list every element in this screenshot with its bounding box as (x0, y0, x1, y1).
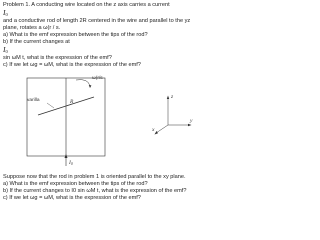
axis-y-label: y (190, 118, 193, 124)
problem2-part-c: c) If we let ωg = ωM, what is the expression of the emf? (3, 195, 141, 201)
current-symbol: $I_0$ (3, 8, 8, 17)
problem1-part-a: a) What is the emf expression between the tips of the rod? (3, 32, 148, 38)
problem2-part-b: b) If the current changes to I0 sin ωM t, what is the expression of the emf? (3, 188, 187, 194)
rotation-label: ω(r/s (92, 76, 103, 81)
axis-x-label: x (152, 127, 155, 133)
problem1-title: Problem 1. A conducting wire located on the z axis carries a current (3, 2, 170, 8)
rod-label: varilla (27, 98, 40, 103)
problem2-intro: Suppose now that the rod in problem 1 is oriented parallel to the xy plane. (3, 174, 186, 180)
axis-x-line (156, 125, 168, 133)
axis-y-arrow (188, 124, 192, 126)
problem1-part-c: c) If we let ωg = ωM, what is the expression of the emf? (3, 62, 141, 68)
axis-z-label: z (171, 94, 174, 100)
problem1-sin-line: sin ωM t, what is the expression of the emf? (3, 55, 112, 61)
problem1-description-line: and a conductive rod of length 2R centered in the wire and parallel to the yz (3, 18, 191, 24)
axis-z-arrow (167, 96, 169, 100)
problem2-part-a: a) What is the emf expression between the tips of the rod? (3, 181, 148, 187)
current-symbol-2: $I_0$ (3, 45, 8, 54)
rotation-arc (76, 80, 90, 86)
wire-current-label: I0 (69, 160, 73, 166)
rod-label-pointer (47, 103, 54, 108)
problem1-part-b: b) If the current changes at (3, 39, 70, 45)
rotation-arrow (89, 85, 92, 88)
problem1-rotation-line: plane, rotates a ω(r / s. (3, 25, 61, 31)
axis-x-arrow (155, 131, 159, 135)
radius-label: R (70, 99, 74, 105)
